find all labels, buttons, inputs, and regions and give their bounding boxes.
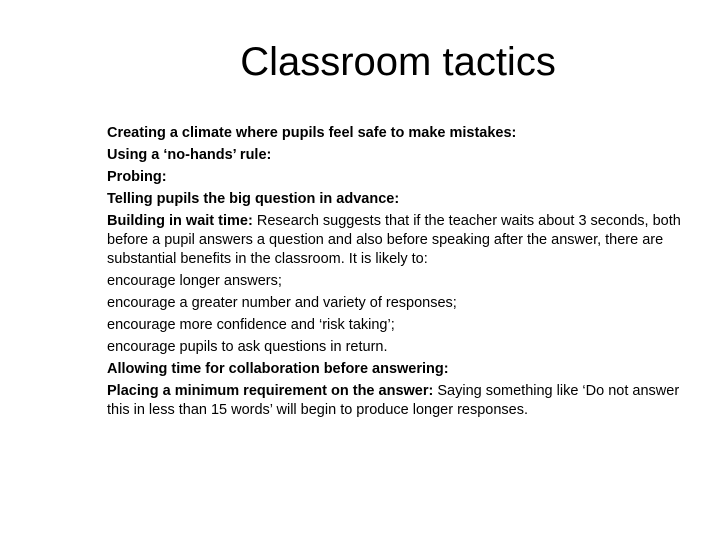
wait-time-text: Research suggests that if the teacher waits about 3 seconds, both before a pupil answers a question and also before speaking after the answer, there are substantial benefits in the classroom. It is likely to: xyxy=(107,213,681,267)
item-climate: Creating a climate where pupils feel safe to make mistakes: xyxy=(107,125,517,141)
item-wait-time xyxy=(107,212,692,269)
item-probing: Probing: xyxy=(107,169,167,185)
item-minimum-requirement xyxy=(107,382,692,420)
minimum-text: Saying something like ‘Do not answer this in less than 15 words’ will begin to produce longer responses. xyxy=(107,383,680,418)
wait-time-label: Building in wait time: xyxy=(107,213,253,229)
minimum-label: Placing a minimum requirement on the answer: xyxy=(107,383,434,399)
benefit-variety: encourage a greater number and variety of responses; xyxy=(107,295,457,311)
slide-title: Classroom tactics xyxy=(240,40,556,84)
benefit-confidence: encourage more confidence and ‘risk taking’; xyxy=(107,317,395,333)
item-collaboration: Allowing time for collaboration before answering: xyxy=(107,361,449,377)
slide-body xyxy=(107,124,692,420)
item-no-hands: Using a ‘no-hands’ rule: xyxy=(107,147,272,163)
benefit-questions: encourage pupils to ask questions in return. xyxy=(107,339,388,355)
item-big-question: Telling pupils the big question in advance: xyxy=(107,191,400,207)
benefit-longer-answers: encourage longer answers; xyxy=(107,273,282,289)
